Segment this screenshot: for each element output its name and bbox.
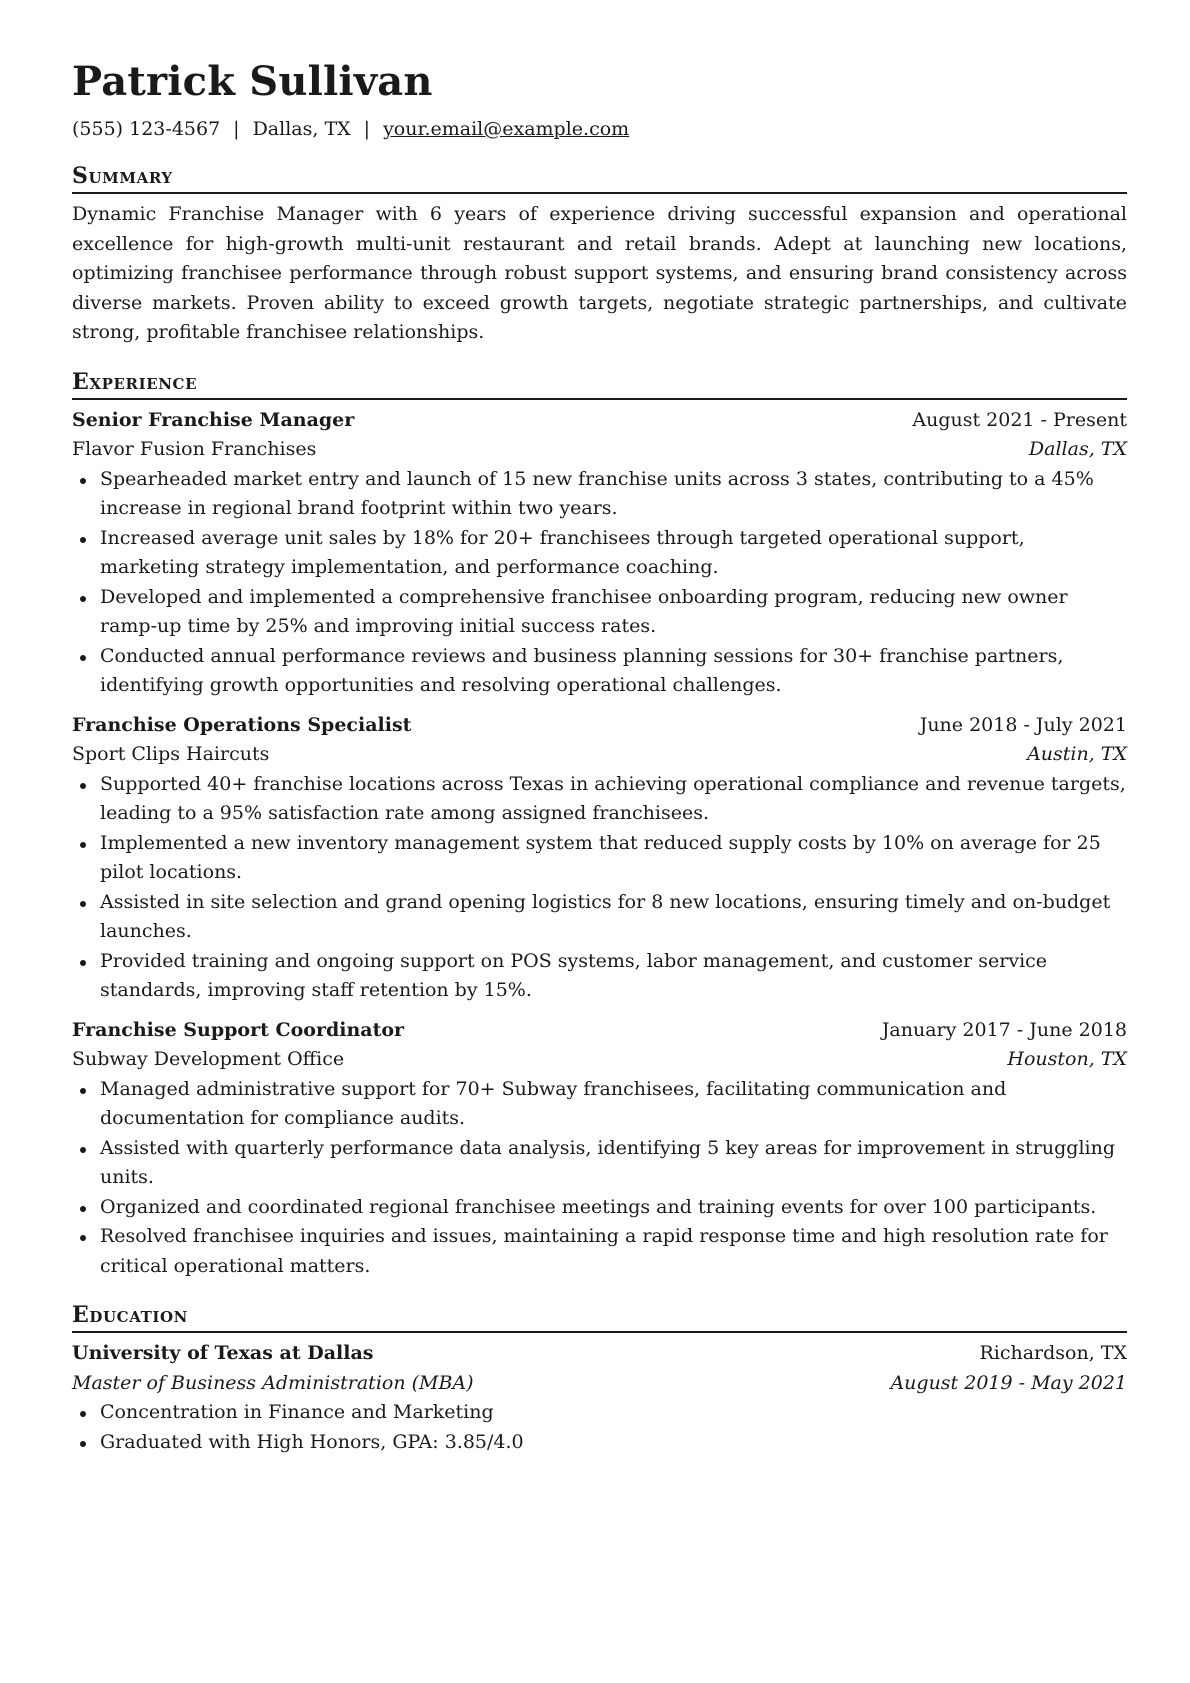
job-header (72, 1016, 1127, 1046)
degree-row (72, 1369, 1127, 1399)
contact-separator: | (363, 118, 371, 140)
bullet-item: Increased average unit sales by 18% for 20+ franchisees through targeted operational support, marketing strategy implementation, and performance coaching. (72, 524, 1127, 583)
job-location: Dallas, TX (1028, 438, 1127, 460)
job-subheader (72, 1045, 1127, 1075)
section-title-experience: Experience (72, 368, 1127, 400)
resume-page (72, 58, 1127, 1457)
job-header (72, 406, 1127, 436)
bullet-item: Supported 40+ franchise locations across Texas in achieving operational compliance and revenue targets, leading to a 95% satisfaction rate among assigned franchisees. (72, 770, 1127, 829)
job-location: Houston, TX (1007, 1048, 1127, 1070)
degree-name: Master of Business Administration (MBA) (72, 1371, 474, 1394)
job-dates: August 2021 - Present (912, 408, 1127, 431)
education-bullets (72, 1398, 1127, 1457)
bullet-item: Graduated with High Honors, GPA: 3.85/4.0 (72, 1428, 1127, 1458)
job-dates: June 2018 - July 2021 (919, 713, 1127, 736)
education-entry (72, 1339, 1127, 1457)
bullet-item: Managed administrative support for 70+ Subway franchisees, facilitating communication and documentation for compliance audits. (72, 1075, 1127, 1134)
summary-section (72, 162, 1127, 348)
job-location: Austin, TX (1027, 743, 1127, 765)
job-bullets (72, 770, 1127, 1006)
job-entry (72, 711, 1127, 1006)
bullet-item: Assisted with quarterly performance data analysis, identifying 5 key areas for improvement in struggling units. (72, 1134, 1127, 1193)
bullet-item: Provided training and ongoing support on POS systems, labor management, and customer service standards, improving staff retention by 15%. (72, 947, 1127, 1006)
experience-section (72, 368, 1127, 1282)
email-link[interactable]: your.email@example.com (383, 118, 630, 140)
bullet-item: Organized and coordinated regional franchisee meetings and training events for over 100 participants. (72, 1193, 1127, 1223)
bullet-item: Assisted in site selection and grand opening logistics for 8 new locations, ensuring timely and on-budget launches. (72, 888, 1127, 947)
candidate-name: Patrick Sullivan (72, 58, 433, 105)
education-section (72, 1301, 1127, 1457)
school-header (72, 1339, 1127, 1369)
bullet-item: Developed and implemented a comprehensive franchisee onboarding program, reducing new owner ramp-up time by 25% and improving initial success rates. (72, 583, 1127, 642)
school-name: University of Texas at Dallas (72, 1342, 374, 1364)
company-name: Subway Development Office (72, 1048, 345, 1070)
bullet-item: Resolved franchisee inquiries and issues, maintaining a rapid response time and high resolution rate for critical operational matters. (72, 1222, 1127, 1281)
job-header (72, 711, 1127, 741)
contact-line (72, 116, 1127, 142)
bullet-item: Spearheaded market entry and launch of 15 new franchise units across 3 states, contributing to a 45% increase in regional brand footprint within two years. (72, 465, 1127, 524)
company-name: Flavor Fusion Franchises (72, 438, 317, 460)
bullet-item: Implemented a new inventory management system that reduced supply costs by 10% on average for 25 pilot locations. (72, 829, 1127, 888)
section-title-summary: Summary (72, 162, 1127, 194)
contact-separator: | (233, 118, 240, 140)
contact-location: Dallas, TX (252, 118, 351, 140)
education-dates: August 2019 - May 2021 (890, 1371, 1127, 1394)
phone-number: (555) 123-4567 (72, 118, 221, 140)
job-title: Senior Franchise Manager (72, 408, 355, 431)
job-title: Franchise Support Coordinator (72, 1018, 405, 1041)
summary-text: Dynamic Franchise Manager with 6 years of experience driving successful expansion and operational excellence for high-growth multi-unit restaurant and retail brands. Adept at launching new locations, optimizing franchisee performance through robust support systems, and ensuring brand consistency across diverse markets. Proven ability to exceed growth targets, negotiate strategic partnerships, and cultivate strong, profitable franchisee relationships. (72, 203, 1127, 343)
school-location: Richardson, TX (979, 1342, 1127, 1364)
job-entry (72, 1016, 1127, 1282)
job-dates: January 2017 - June 2018 (881, 1018, 1127, 1041)
job-subheader (72, 740, 1127, 770)
section-title-education: Education (72, 1301, 1127, 1333)
job-entry (72, 406, 1127, 701)
job-bullets (72, 465, 1127, 701)
bullet-item: Conducted annual performance reviews and business planning sessions for 30+ franchise partners, identifying growth opportunities and resolving operational challenges. (72, 642, 1127, 701)
job-title: Franchise Operations Specialist (72, 713, 412, 736)
bullet-item: Concentration in Finance and Marketing (72, 1398, 1127, 1428)
company-name: Sport Clips Haircuts (72, 743, 270, 765)
job-subheader (72, 435, 1127, 465)
job-bullets (72, 1075, 1127, 1282)
